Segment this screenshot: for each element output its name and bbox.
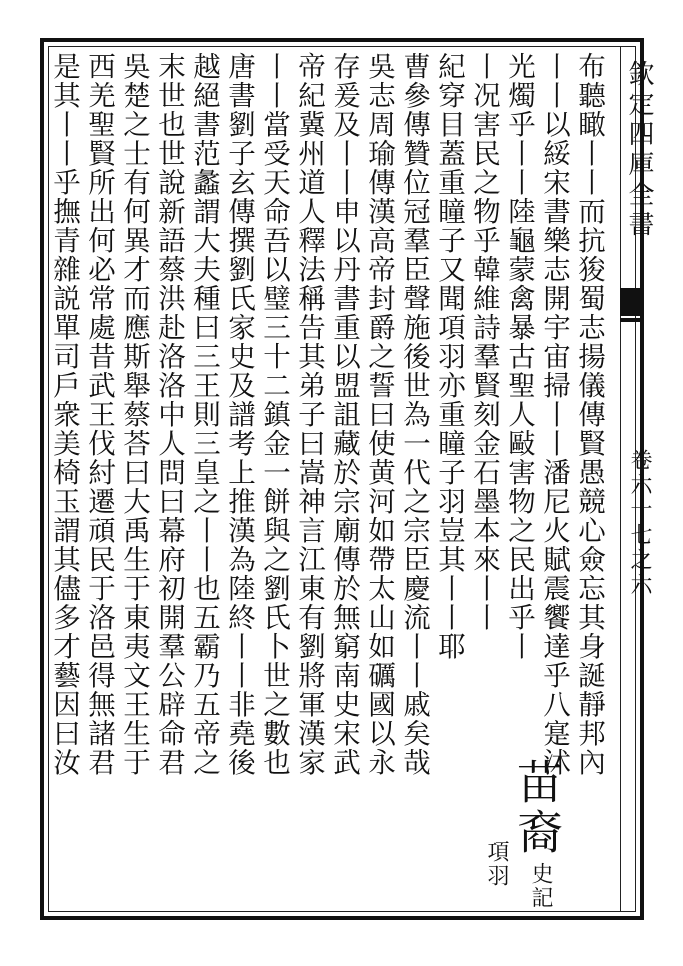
text-column: 紀穿目蓋重瞳子又聞項羽亦重瞳子羽豈其丨丨耶 [433,52,465,661]
text-column: 西羌聖賢所出何必常處昔武王伐紂遷頑民于洛邑得無諸君 [83,52,115,777]
text-column: 丨况害民之物乎韓維詩羣賢刻金石墨本來丨丨 [468,52,500,632]
text-column: 丨丨當受天命吾以璧三十二鎮金一餅與之劉氏卜世之數也 [258,52,290,777]
text-column: 存爰及丨丨申以丹書重以盟詛藏於宗廟傳於無窮南史宋武 [328,52,360,777]
text-column: 唐書劉子玄傳撰劉氏家史及譜考上推漢為陸終丨丨非堯後 [223,52,255,777]
text-column: 越絕書范蠡謂大夫種曰三王則三皇之丨丨也五霸乃五帝之 [188,52,220,777]
text-column: 吳志周瑜傳漢高帝封爵之誓曰使黄河如帶太山如礪國以永 [363,52,395,777]
text-column: 帝紀冀州道人釋法稱告其弟子曰嵩神言江東有劉將軍漢家 [293,52,325,777]
volume-label: 卷六十七之六 [627,448,652,598]
heading-gloss-source: 史記 [528,862,553,910]
text-column: 丨丨以綏宋書樂志開宇宙掃丨丨潘尼火賦震饗達乎八寔沭 [538,52,570,777]
text-column: 布聽瞰丨丨而抗狻蜀志揚儀傳賢愚競心僉忘其身誕靜邦內 [573,52,605,777]
fish-tail-mark [620,288,644,316]
text-column: 末世也世說新語蔡洪赴洛洛中人問曰幕府初開羣公辟命君 [153,52,185,777]
text-column: 吳楚之士有何異才而應斯舉蔡荅曰大禹生于東夷文王生于 [118,52,150,777]
text-column: 曹參傳贊位冠羣臣聲施後世為一代之宗臣慶流丨丨戚矣哉 [398,52,430,777]
book-title: 欽定四庫全書 [624,60,654,240]
text-column: 光燭乎丨丨陸龜蒙禽暴古聖人敺害物之民出乎丨 [503,52,535,661]
text-column: 是其丨丨乎撫青雜説單司戶衆美椅玉謂其儘多才藝因曰汝 [48,52,80,777]
heading-gloss-topic: 項羽 [484,840,509,888]
entry-heading: 苗裔 [510,758,564,858]
fish-tail-line [620,318,640,322]
